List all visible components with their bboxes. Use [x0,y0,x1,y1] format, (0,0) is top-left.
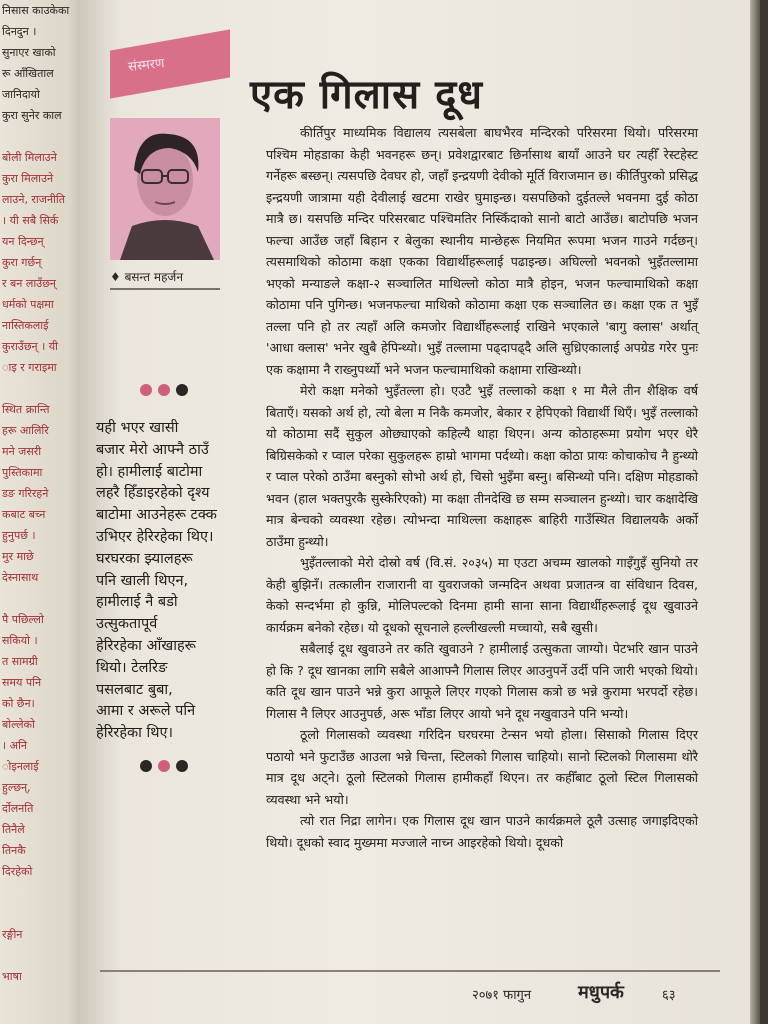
left-page-line: बोल्लेको [2,718,35,731]
pull-quote-line: यही भएर खासी [96,420,179,436]
paragraph: सबैलाई दूध खुवाउने तर कति खुवाउने ? हामीलाई उत्सुकता जाग्यो। पेटभरि खान पाउने हो कि ? दूध खानका लागि सबैले आआफ्नै गिलास लिएर आउनुपर्ने उर्दी पनि जारी भएको थियो। कति दूध खान पाउने भन्ने कुरा आफूले लिएर गएको गिलास कत्रो छ भन्ने कुरामा भरपर्दो रहेछ। गिलास नै लिएर आउनुपर्छ, अरू भाँडा लिएर आयो भने दूध नखुवाउने पनि भन्यो। [266,641,698,721]
left-page-line: ोइनलाई [2,760,39,773]
left-page-line: पुस्तिकामा [2,466,43,479]
pull-quote [96,418,256,745]
left-page-line: भाषा [2,970,22,983]
left-page-line: हुल्छन्, [2,781,31,794]
left-page-line: यन दिन्छन् [2,235,44,248]
left-page-line: को छैन। [2,697,35,710]
pull-quote-line: उत्सुकतापूर्व [96,616,158,633]
magazine-name: मधुपर्क [578,982,624,1003]
left-page-line: तिनकै [2,844,26,857]
left-page-line: सुनाएर खाको [2,46,56,59]
dot-icon [158,384,170,396]
left-page-line: र बन लाउँछन् [2,277,57,290]
magazine-page [80,0,760,1024]
left-page-line: डङ गरिरहने [2,487,49,500]
left-page-line: स्थित क्रान्ति [2,403,50,416]
left-page-line: समय पनि [2,676,42,689]
left-page-line: कुरा सुनेर काल [2,109,62,122]
dot-icon [140,384,152,396]
left-page-line: बोली मिलाउने [2,151,57,164]
paragraph: मेरो कक्षा मनेको भुइँतल्ला हो। एउटै भुइँ तल्लाको कक्षा १ मा मैले तीन शैक्षिक वर्ष बिताएँ। यसको अर्थ हो, त्यो बेला म निकै कमजोर, बेकार र हेपिएको विद्यार्थी थिएँ। भुइँ तल्लाको यो कोठामा सदैं सुकुल ओछ्याएको कहिल्यै थाहा थिएन। अन्य कोठाहरूमा प्रयोग भएर धेरै बिग्रिसकेको र प्वाल परेका सुकुलहरू हाम्रो भागमा पर्दथ्यो। कक्षा कोठा प्रायः कोचाकोच नै हुन्थ्यो र प्वाल परेको ठाउँमा बस्नुको सोभो अर्थ हो, चिसो भुइँमा बस्नु। बसिन्थ्यो पनि। दक्षिण मोहडाको भवन (हाल भक्तपुरकै सुस्केरिएको) मा कक्षा तीनदेखि छ सम्म सञ्चालन हुन्थ्यो। चार कक्षादेखि मात्र बेन्चको व्यवस्था रहेछ। त्योभन्दा माथिल्ला कक्षाहरू बाहिरी गाउँस्थित विद्यालयकै अर्को ठाउँमा हुन्थ्यो। [266,383,698,549]
pull-quote-line: बाटोमा आउनेहरू टक्क [96,507,217,524]
left-page-line: रू आँखिताल [2,67,54,80]
left-page-line: त सामग्री [2,655,38,668]
left-page-line: जानिदायो [2,88,40,101]
dot-icon [176,384,188,396]
pull-quote-line: बजार मेरो आफ्नै ठाउँ [96,441,209,458]
paragraph: कीर्तिपुर माध्यमिक विद्यालय त्यसबेला बाघभैरव मन्दिरको परिसरमा थियो। परिसरमा पश्चिम मोहडाका केही भवनहरू छन्। प्रवेशद्वारबाट छिर्नासाथ बायाँ आउने घर त्यहीँ रेस्टहेस्ट गर्नेहरू बस्छन्। त्यसपछि देवघर हो, जहाँ इन्द्रयणी देवीको मूर्ति विराजमान छ। कीर्तिपुरको प्रसिद्ध इन्द्रयणी जात्रामा यही देवीलाई खटमा राखेर घुमाइन्छ। यसपछिको दुईतल्ले भवनमा दुई कोठा मात्रै छ। यसपछि मन्दिर परिसरबाट पश्चिमतिर निस्किँदाको सानो बाटो आउँछ। बाटोपछि भजन फल्चा आउँछ जहाँ बिहान र बेलुका स्थानीय मान्छेहरू नियमित रूपमा भजन गाउने गर्दछन्। त्यसमाथिको कोठामा कक्षा एकका विद्यार्थीहरूलाई पढाइन्छ। अघिल्लो भवनको भुइँतल्लामा भएको मन्याङले कक्षा-२ सञ्चालित माथिल्लो कोठा मात्रै होइन, भजन फल्चामाथिको कक्षा कोठामा पनि पुगिन्छ। भजनफल्चा माथिको कोठामा कक्षा एक सञ्चालित छ। कक्षा एक त भुइँ तल्ला पनि हो तर त्यहाँ अलि कमजोर विद्यार्थीहरूलाई राखिने भएकाले 'बागु क्लास' अर्थात् 'आधा क्लास' भनेर खुबै हेपिन्थ्यो। भुइँ तल्लामा पढ्दापढ्दै अलि सुध्रिएकालाई अपग्रेड गरेर पुनः एक कक्षामा नै राख्नुपर्थ्यो भने भजन फल्चामाथिको कक्षामा राखिन्थ्यो। [266,125,698,377]
pull-quote-line: पनि खाली थिएन, [96,572,189,589]
decorative-dots-bottom [140,760,188,772]
pull-quote-line: आमा र अरूले पनि [96,703,196,720]
dot-icon [140,760,152,772]
left-page-line: र्दोलनति [2,802,34,815]
left-page-line: कबाट बच्न [2,508,46,521]
left-page-line: सकियो । [2,634,38,647]
left-page-line: धर्मको पक्षमा [2,298,54,311]
article-title: एक गिलास दूध [250,72,483,118]
pull-quote-line: पसलबाट बुबा, [96,681,173,698]
decorative-dots-top [140,384,188,396]
left-page-line: रङ्गीन [2,928,23,941]
left-page-line: पै पछिल्लो [2,613,44,626]
pull-quote-line: थियो। टेलरिङ [96,659,168,676]
left-page-line: तिनैले [2,823,25,836]
left-page-line: हरू आलिरि [2,424,49,437]
page-edge-shadow [750,0,760,1024]
left-page-line: मुर माछे [2,550,34,563]
left-page-line: मने जसरी [2,445,42,458]
left-page-line: देस्नासाथ [2,571,39,584]
left-page-line: । यी सबै सिर्क [2,214,59,227]
pull-quote-line: घरघरका झ्यालहरू [96,550,193,567]
left-page-line: ाइ र गराइमा [2,361,57,374]
pull-quote-line: लहरै हिँडाइरहेको दृश्य [96,485,210,502]
dot-icon [158,760,170,772]
pull-quote-line: हेरिरहेका थिए। [96,725,174,742]
paragraph: ठूलो गिलासको व्यवस्था गरिदिन घरघरमा टेन्सन भयो होला। सिसाको गिलास दिएर पठायो भने फुटाउँछ आउला भन्ने चिन्ता, स्टिलको गिलास चाहियो। सानो स्टिलको गिलासमा थोरै मात्र दूध अट्ने। ठूलो स्टिलको गिलास हामीकहाँ थिएन। तर कहीँबाट ठूलो स्टिल गिलासको व्यवस्था भने भयो। [266,727,698,807]
author-divider [110,288,220,290]
left-page-line: । अनि [2,739,28,752]
left-page-line: नास्तिकलाई [2,319,49,332]
left-page-line: हुनुपर्छ । [2,529,36,542]
pull-quote-line: हामीलाई नै बडो [96,594,178,611]
issue-date: २०७१ फागुन [472,988,532,1003]
left-page-line: दिरहेको [2,865,33,878]
left-page-line: कुराउँछन् । यी [2,340,59,353]
left-page-line: कुरा गर्छन् [2,256,42,269]
article-body [266,122,698,853]
left-page-line: निसास काउकेका [2,4,70,17]
paragraph: त्यो रात निद्रा लागेन। एक गिलास दूध खान पाउने कार्यक्रमले ठूलै उत्साह जगाइदिएको थियो। दूधको स्वाद मुख्ममा मज्जाले नाच्न आइरहेको थियो। दूधको [266,813,698,850]
left-page-line: लाउने, राजनीति [2,193,66,206]
footer-divider [100,970,720,972]
author-photo [110,118,220,260]
paragraph: भुइँतल्लाको मेरो दोस्रो वर्ष (वि.सं. २०३५) मा एउटा अचम्म खालको गाइँगुइँ सुनियो तर केही बुझिनँ। तत्कालीन राजारानी वा युवराजको जन्मदिन अथवा प्रजातन्त्र वा संविधान दिवस, केको सन्दर्भमा हो कुन्नि, मोलिपल्टको दिनमा हामी साना साना विद्यार्थीहरूलाई दूध खुवाउने कार्यक्रम बनेको रहेछ। यो दूधको सूचनाले हल्लीखल्ली मच्चायो, सबै खुसी। [266,555,698,635]
pull-quote-line: हेरिरहेका आँखाहरू [96,637,196,654]
dot-icon [176,760,188,772]
pull-quote-line: हो। हामीलाई बाटोमा [96,463,203,480]
pull-quote-line: उभिएर हेरिरहेका थिए। [96,528,214,545]
left-page-line: कुरा मिलाउने [2,172,54,185]
author-name: ♦ बसन्त महर्जन [110,270,183,284]
left-page-line: दिनदुन । [2,25,37,38]
page-number: ६३ [662,988,676,1003]
section-tag: संस्मरण [127,56,166,75]
